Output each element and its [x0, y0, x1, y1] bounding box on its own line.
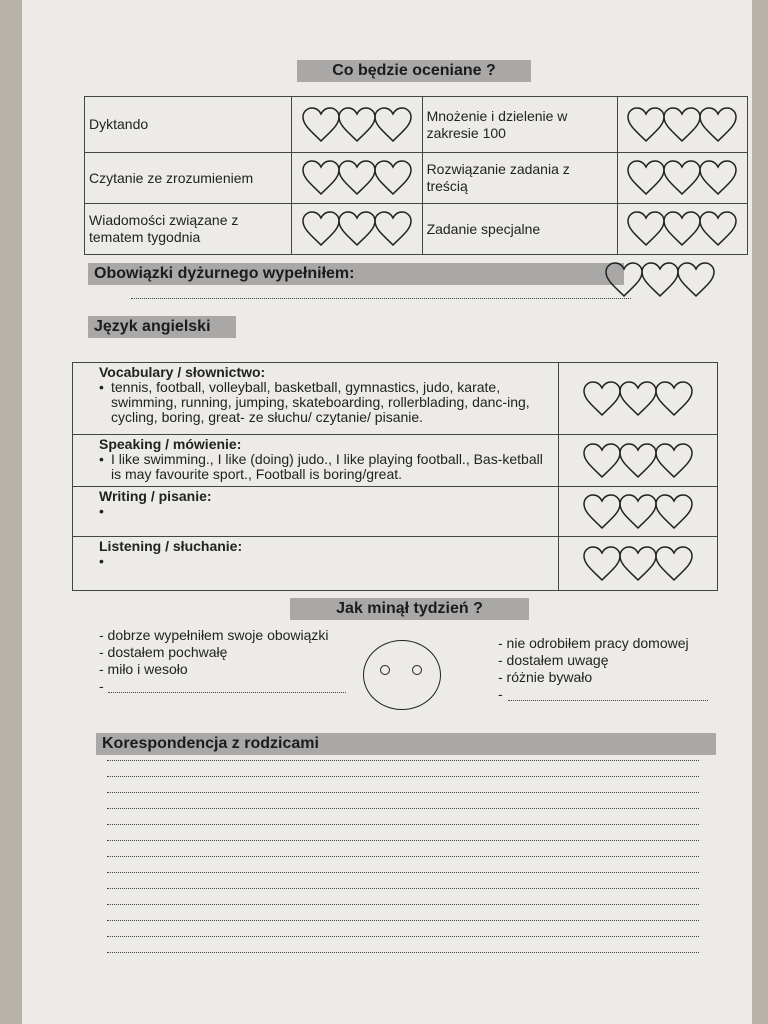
week-item: - dostałem uwagę — [498, 652, 609, 668]
heading-week: Jak minął tydzień ? — [290, 598, 529, 620]
graded-table — [84, 96, 748, 255]
week-item: - dostałem pochwałę — [99, 644, 228, 660]
graded-hearts-right[interactable] — [618, 211, 747, 247]
heart-icon — [618, 381, 658, 417]
heading-duty: Obowiązki dyżurnego wypełniłem: — [88, 263, 624, 285]
heart-icon — [654, 546, 694, 582]
week-right-answer-line — [508, 700, 708, 701]
english-row-bullet: • I like swimming., I like (doing) judo., I like playing football., Bas-ketball is may favourite sport., Football is boring/great. — [99, 452, 552, 482]
heart-icon — [662, 211, 702, 247]
heart-icon — [640, 262, 680, 298]
graded-label-left: Wiadomości związane z tematem tygodnia — [85, 204, 292, 255]
face-right-eye — [412, 665, 422, 675]
heart-icon — [676, 262, 716, 298]
heading-parents: Korespondencja z rodzicami — [96, 733, 716, 755]
graded-hearts-right[interactable] — [618, 107, 747, 143]
english-row — [73, 537, 718, 591]
heart-icon — [301, 160, 341, 196]
week-item: - miło i wesoło — [99, 661, 188, 677]
parents-answer-line — [107, 872, 699, 873]
english-table — [72, 362, 718, 591]
heading-english: Język angielski — [88, 316, 236, 338]
week-item: - — [99, 678, 104, 694]
heart-icon — [626, 107, 666, 143]
parents-answer-line — [107, 920, 699, 921]
face-left-eye — [380, 665, 390, 675]
english-hearts[interactable] — [559, 443, 717, 479]
english-hearts[interactable] — [559, 494, 717, 530]
english-cell — [73, 435, 559, 487]
heart-icon — [654, 443, 694, 479]
graded-row — [85, 204, 748, 255]
heart-icon — [582, 494, 622, 530]
graded-hearts-left[interactable] — [292, 107, 421, 143]
heart-icon — [604, 262, 644, 298]
parents-answer-line — [107, 888, 699, 889]
graded-hearts-right[interactable] — [618, 160, 747, 196]
face-circle — [363, 640, 441, 710]
english-hearts[interactable] — [559, 546, 717, 582]
graded-label-right: Mnożenie i dzielenie w zakresie 100 — [422, 97, 617, 153]
english-row — [73, 435, 718, 487]
graded-label-left: Dyktando — [85, 97, 292, 153]
heart-icon — [582, 443, 622, 479]
heart-icon — [373, 107, 413, 143]
english-row — [73, 363, 718, 435]
duty-hearts[interactable] — [606, 262, 714, 298]
english-row-title: Writing / pisanie: — [99, 488, 212, 504]
english-cell — [73, 487, 559, 537]
heart-icon — [301, 107, 341, 143]
heading-graded: Co będzie oceniane ? — [297, 60, 531, 82]
week-left-answer-line — [108, 692, 346, 693]
heart-icon — [618, 494, 658, 530]
heart-icon — [626, 160, 666, 196]
english-row-title: Vocabulary / słownictwo: — [99, 364, 266, 380]
heart-icon — [301, 211, 341, 247]
heart-icon — [373, 160, 413, 196]
english-row-title: Speaking / mówienie: — [99, 436, 242, 452]
english-row — [73, 487, 718, 537]
heart-icon — [698, 211, 738, 247]
heart-icon — [662, 160, 702, 196]
heart-icon — [698, 107, 738, 143]
graded-hearts-left[interactable] — [292, 211, 421, 247]
heart-icon — [337, 107, 377, 143]
heart-icon — [618, 546, 658, 582]
parents-answer-line — [107, 840, 699, 841]
english-row-title: Listening / słuchanie: — [99, 538, 243, 554]
graded-row — [85, 153, 748, 204]
english-cell — [73, 537, 559, 591]
english-hearts[interactable] — [559, 381, 717, 417]
graded-row — [85, 97, 748, 153]
heart-icon — [662, 107, 702, 143]
heart-icon — [582, 546, 622, 582]
parents-answer-line — [107, 824, 699, 825]
heart-icon — [654, 494, 694, 530]
heart-icon — [373, 211, 413, 247]
week-item: - różnie bywało — [498, 669, 593, 685]
parents-answer-line — [107, 856, 699, 857]
heart-icon — [698, 160, 738, 196]
parents-answer-line — [107, 952, 699, 953]
duty-answer-line — [131, 298, 631, 299]
parents-answer-line — [107, 936, 699, 937]
graded-label-left: Czytanie ze zrozumieniem — [85, 153, 292, 204]
week-item: - dobrze wypełniłem swoje obowiązki — [99, 627, 329, 643]
heart-icon — [582, 381, 622, 417]
heart-icon — [337, 160, 377, 196]
english-row-bullet: • tennis, football, volleyball, basketball, gymnastics, judo, karate, swimming, running, jumping, skateboarding, rollerblading, danc-ing, cycling, boring, great- ze słuchu/ czytanie/ pisanie. — [99, 380, 552, 425]
parents-answer-line — [107, 776, 699, 777]
parents-answer-line — [107, 904, 699, 905]
parents-answer-line — [107, 792, 699, 793]
english-cell — [73, 363, 559, 435]
heart-icon — [618, 443, 658, 479]
graded-hearts-left[interactable] — [292, 160, 421, 196]
heart-icon — [626, 211, 666, 247]
week-item: - — [498, 686, 503, 702]
parents-answer-line — [107, 760, 699, 761]
week-item: - nie odrobiłem pracy domowej — [498, 635, 689, 651]
heart-icon — [654, 381, 694, 417]
parents-answer-line — [107, 808, 699, 809]
graded-label-right: Zadanie specjalne — [422, 204, 617, 255]
heart-icon — [337, 211, 377, 247]
graded-label-right: Rozwiązanie zadania z treścią — [422, 153, 617, 204]
